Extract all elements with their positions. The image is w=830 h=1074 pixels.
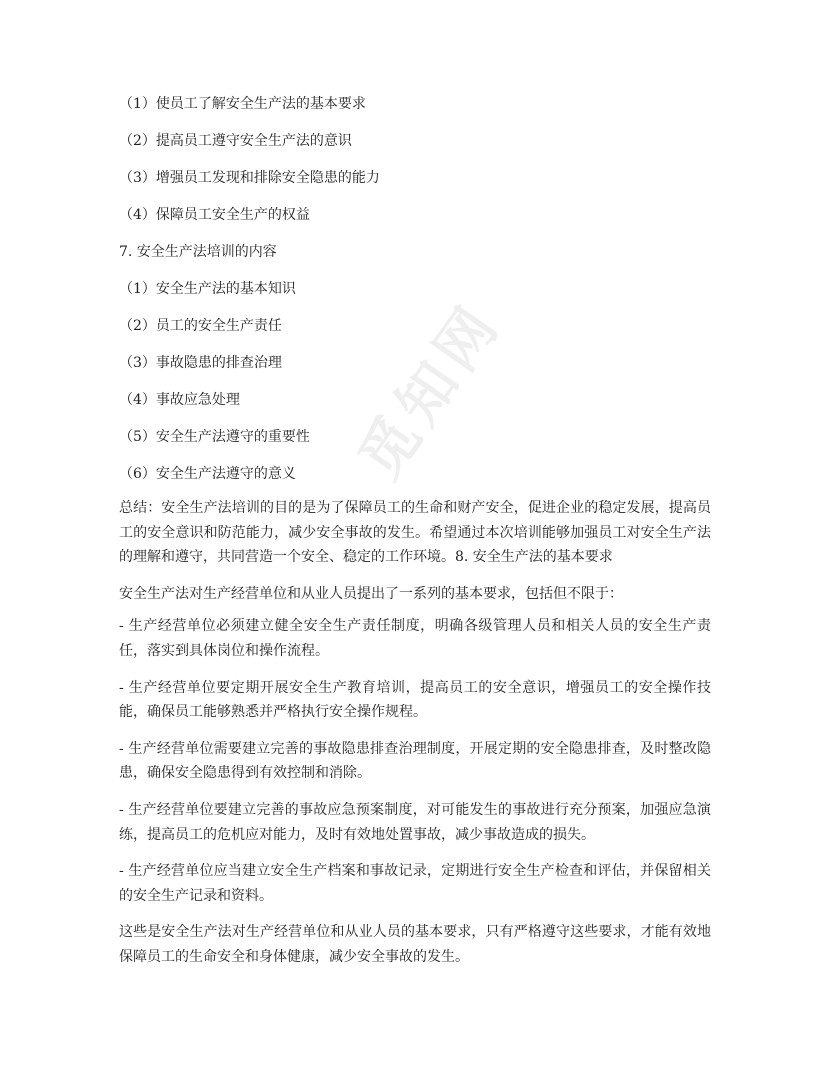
requirement-item: - 生产经营单位应当建立安全生产档案和事故记录，定期进行安全生产检查和评估，并保留相关的安全生产记录和资料。 bbox=[119, 863, 711, 904]
content-item: （2）员工的安全生产责任 bbox=[119, 318, 282, 334]
section-heading: 7. 安全生产法培训的内容 bbox=[119, 244, 277, 260]
content-item: （5）安全生产法遵守的重要性 bbox=[119, 429, 310, 445]
objective-item: （2）提高员工遵守安全生产法的意识 bbox=[119, 133, 352, 149]
document-body bbox=[119, 94, 711, 982]
objective-item: （4）保障员工安全生产的权益 bbox=[119, 207, 310, 223]
content-item: （1）安全生产法的基本知识 bbox=[119, 281, 296, 297]
content-item: （6）安全生产法遵守的意义 bbox=[119, 466, 296, 482]
requirement-item: - 生产经营单位要定期开展安全生产教育培训，提高员工的安全意识，增强员工的安全操作技能，确保员工能够熟悉并严格执行安全操作规程。 bbox=[119, 679, 711, 721]
requirement-item: - 生产经营单位需要建立完善的事故隐患排查治理制度，开展定期的安全隐患排查，及时整改隐患，确保安全隐患得到有效控制和消除。 bbox=[119, 740, 711, 782]
content-item: （4）事故应急处理 bbox=[119, 392, 240, 408]
watermark: 觅知网 bbox=[345, 289, 515, 491]
content-item: （3）事故隐患的排查治理 bbox=[119, 355, 282, 371]
requirement-item: - 生产经营单位要建立完善的事故应急预案制度，对可能发生的事故进行充分预案，加强应急演练，提高员工的危机应对能力，及时有效地处置事故，减少事故造成的损失。 bbox=[119, 801, 711, 843]
summary-paragraph: 总结：安全生产法培训的目的是为了保障员工的生命和财产安全，促进企业的稳定发展，提高员工的安全意识和防范能力，减少安全事故的发生。希望通过本次培训能够加强员工对安全生产法的理解和遵守，共同营造一个安全、稳定的工作环境。8. 安全生产法的基本要求 bbox=[119, 500, 711, 566]
requirement-item: - 生产经营单位必须建立健全安全生产责任制度，明确各级管理人员和相关人员的安全生产责任，落实到具体岗位和操作流程。 bbox=[119, 618, 711, 659]
objective-item: （1）使员工了解安全生产法的基本要求 bbox=[119, 96, 366, 112]
objective-item: （3）增强员工发现和排除安全隐患的能力 bbox=[119, 170, 380, 186]
conclusion-paragraph: 这些是安全生产法对生产经营单位和从业人员的基本要求，只有严格遵守这些要求，才能有效地保障员工的生命安全和身体健康，减少安全事故的发生。 bbox=[119, 924, 711, 965]
intro-paragraph: 安全生产法对生产经营单位和从业人员提出了一系列的基本要求，包括但不限于： bbox=[119, 585, 623, 602]
